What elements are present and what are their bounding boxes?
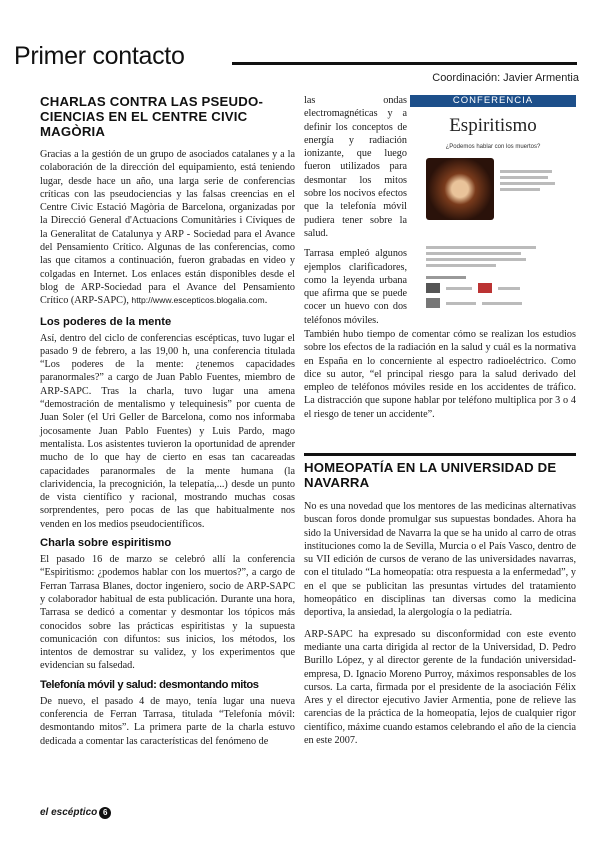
paragraph-poderes: Así, dentro del ciclo de conferencias escépticas, tuvo lugar el pasado 9 de febrero, a las 19,00 h, una conferencia titulada “Los poderes de la mente: ¿tenemos capacidades paranormales?” a cargo de Juan Pablo Fuentes, miembro de ARP-SAPC. Tras la charla, tuvo lugar una amena “demostración de mentalismo y telequinesis” por cuenta de Juan Soler (el Uri Geller de Barcelona, como nos informaba jocosamente Juan Pablo Fuentes) y Luis Pardo, mago mentalista. Los asistentes tuvieron la oportunidad de aprender mucho de lo que hay de cierto en esas tan cacareadas capacidades paranormales de la mente humana (la clarividencia, la precognición, la telepatía,...) desde un punto de vista científico y racional, mostrando muchas cosas sorprendentes, pero pocas de las que habitualmente nos venden en los medios pseudocientíficos.	[40, 332, 295, 530]
article1-intro: Gracias a la gestión de un grupo de asociados catalanes y a la colaboración de la dirección del equipamiento, está teniendo lugar, desde hace un año, una larga serie de conferencias críticas con las pseudociencias y las falsas creencias en el Centre Civic Estació Magòria de Barcelona, organizadas por la Direcció General d'Actuacions Comunitàries i Cíviques de la Generalitat de Catalunya y ARP - Sociedad para el Avance del Pensamiento Crítico. Algunas de las conferencias, como las que citamos a continuación, fueron grabadas en video y colgadas en Internet. Los enlaces están disponibles desde el blog de ARP-Sociedad para el Avance del Pensamiento Crítico (ARP-SAPC), http://www.escepticos.blogalia.com.	[40, 149, 295, 307]
article2-rule	[304, 453, 576, 456]
poster-logos	[426, 276, 522, 308]
poster-title: Espiritismo	[449, 115, 537, 136]
article2-body	[304, 500, 576, 747]
paragraph-ejemplos: Tarrasa empleó algunos ejemplos clarificadores, como la leyenda urbana que afirma que se puede cocer un huevo con dos teléfonos móviles.	[304, 248, 407, 326]
sponsor-logo	[478, 283, 492, 293]
intro-text: Gracias a la gestión de un grupo de asociados catalanes y a la colaboración de la dirección del equipamiento, está teniendo lugar, desde hace un año, una larga serie de conferencias críticas con las pseudociencias y las falsas creencias en el Centre Civic Estació Magòria de Barcelona, organizadas por la Direcció General d'Actuacions Comunitàries i Cíviques de la Generalitat de Catalunya y ARP - Sociedad para el Avance del Pensamiento Crítico. Algunas de las conferencias, como las que citamos a continuación, fueron grabadas en video y colgadas en Internet. Los enlaces están disponibles desde el blog de ARP-Sociedad para el Avance del Pensamiento Crítico (ARP-SAPC),	[40, 149, 295, 307]
poster-subtitle: ¿Podemos hablar con los muertos?	[445, 144, 541, 150]
poster-photo	[426, 158, 494, 220]
poster-details-block	[500, 170, 560, 191]
poster-band: CONFERENCIA	[410, 95, 576, 107]
sponsor-logo	[426, 283, 440, 293]
title-rule	[232, 62, 577, 65]
page-number: 6	[99, 807, 111, 819]
paragraph-espiritismo: El pasado 16 de marzo se celebró allí la conferencia “Espiritismo: ¿podemos hablar con los muertos?”, a cargo de Ferran Tarrasa Blanes, doctor ingeniero, socio de ARP-SAPC y colaborador habitual de esta publicación. Durante una hora, Tarrasa se dedicó a comentar y desmontar los tópicos más conocidos sobre las prácticas espiritistas y la supuesta comunicación con difuntos: sus inicios, los métodos, los intentos de demostrar su validez, y los experimentos que evidencian su falsedad.	[40, 554, 295, 672]
subheading-espiritismo: Charla sobre espiritismo	[40, 537, 172, 550]
subheading-poderes: Los poderes de la mente	[40, 315, 172, 328]
article1-headline: CHARLAS CONTRA LAS PSEUDO-CIENCIAS EN EL CENTRE CIVIC MAGÒRIA	[40, 94, 264, 139]
footer	[40, 807, 111, 819]
sponsor-logo	[426, 298, 440, 308]
paragraph-normativa: También hubo tiempo de comentar cómo se realizan los estudios sobre los efectos de la radiación en la salud y cuál es la normativa en España en lo concerniente al espectro radioeléctrico. Como dice su autor, “el principal riesgo para la salud derivado del empleo de teléfonos móviles reside en los accidentes de tráfico. La distracción que supone hablar por teléfono multiplica por 3 o 4 el riesgo de tener un accidente”.	[304, 329, 576, 420]
article2-paragraph-2: ARP-SAPC ha expresado su disconformidad con este evento mediante una carta dirigida al rector de la Universidad, D. Pedro Burillo López, y al director gerente de la fundación universidad-empresa, D. Ignacio Moreno Purroy, máximos responsables de los cursos. La carta, firmada por el presidente de la asociación Félix Ares y el director ejecutivo Javier Armentia, pone de relieve las carencias de la práctica de la homeopatía, lejos de cualquier rigor científico, máxime cuando estamos celebrando el año de la ciencia en este 2007.	[304, 628, 576, 747]
article2-headline: HOMEOPATÍA EN LA UNIVERSIDAD DE NAVARRA	[304, 460, 557, 490]
left-column	[40, 148, 295, 748]
paragraph-telefonia: De nuevo, el pasado 4 de mayo, tenía lugar una nueva conferencia de Ferran Tarrasa, titulada “Telefonía móvil: desmontando mitos”. La primera parte de la charla estuvo dedicada a comentar las características del fenómeno de	[40, 695, 295, 747]
narrow-column	[304, 94, 407, 327]
subheading-telefonia: Telefonía móvil y salud: desmontando mitos	[40, 678, 259, 691]
paragraph-ondas: las ondas electromagnéticas y a definir los conceptos de energía y radiación ionizante, que luego fueron utilizados para desmontar los mitos sobre los nocivos efectos que la telefonía móvil pudiera tener sobre la salud.	[304, 95, 407, 239]
section-title: Primer contacto	[14, 42, 185, 70]
poster-info-block	[426, 246, 556, 267]
blog-link[interactable]: http://www.escepticos.blogalia.com	[131, 295, 265, 306]
magazine-name: el escéptico	[40, 807, 98, 818]
conference-poster	[410, 92, 576, 324]
article2-paragraph-1: No es una novedad que los mentores de las medicinas alternativas buscan foros donde promulgar sus supuestas bondades. Ahora ha sido la Universidad de Navarra la que se ha unido al carro de otras instituciones como la de Sevilla, Murcia o el País Vasco, dentro de su VII edición de cursos de verano de las universidades navarras, con el titulado “La homeopatía: otra respuesta a la enfermedad”, y en el que se publicitan las presuntas virtudes del tratamiento homeopático en disciplinas tan diversas como la medicina deportiva, la ansiedad, la alergología o la pediatría.	[304, 501, 576, 619]
coordination-credit: Coordinación: Javier Armentia	[432, 72, 579, 84]
